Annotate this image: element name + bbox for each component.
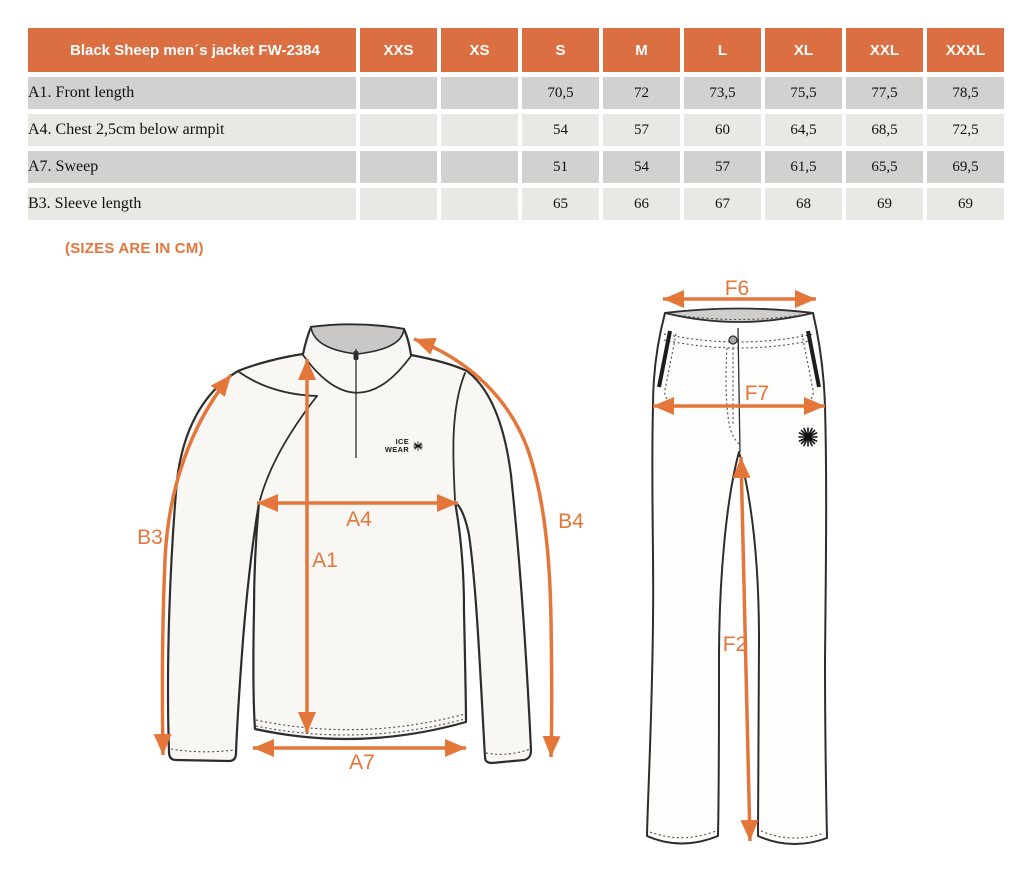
snowflake-icon	[799, 428, 817, 446]
size-header-xs: XS	[441, 28, 518, 72]
size-header-xxl: XXL	[846, 28, 923, 72]
value-cell	[441, 188, 518, 220]
table-row	[28, 114, 1004, 146]
value-cell: 75,5	[765, 77, 842, 109]
value-cell: 67	[684, 188, 761, 220]
value-cell: 54	[522, 114, 599, 146]
f2-label: F2	[722, 633, 748, 656]
value-cell	[360, 114, 437, 146]
value-cell: 65	[522, 188, 599, 220]
value-cell: 57	[684, 151, 761, 183]
value-cell: 66	[603, 188, 680, 220]
value-cell	[441, 151, 518, 183]
row-label-cell: A4. Chest 2,5cm below armpit	[28, 114, 356, 146]
value-cell: 73,5	[684, 77, 761, 109]
sizes-note: (SIZES ARE IN CM)	[65, 240, 204, 257]
value-cell: 64,5	[765, 114, 842, 146]
value-cell	[441, 114, 518, 146]
row-label-cell: B3. Sleeve length	[28, 188, 356, 220]
zipper-pull	[354, 351, 359, 360]
value-cell	[441, 77, 518, 109]
value-cell: 65,5	[846, 151, 923, 183]
product-label-cell: Black Sheep men´s jacket FW-2384	[28, 28, 356, 72]
value-cell: 70,5	[522, 77, 599, 109]
row-label-cell: A1. Front length	[28, 77, 356, 109]
value-cell	[360, 188, 437, 220]
table-row	[28, 188, 1004, 220]
size-header-xxxl: XXXL	[927, 28, 1004, 72]
size-header-s: S	[522, 28, 599, 72]
value-cell: 57	[603, 114, 680, 146]
b4-label: B4	[558, 510, 584, 533]
a7-label: A7	[349, 751, 375, 774]
value-cell: 61,5	[765, 151, 842, 183]
jacket-outline	[168, 324, 531, 763]
brand-logo-line2: WEAR	[384, 445, 409, 454]
value-cell: 51	[522, 151, 599, 183]
brand-logo-line1: ICE	[395, 437, 409, 446]
value-cell: 60	[684, 114, 761, 146]
value-cell: 72	[603, 77, 680, 109]
table-row	[28, 77, 1004, 109]
value-cell: 69	[927, 188, 1004, 220]
size-header-xxs: XXS	[360, 28, 437, 72]
f7-label: F7	[744, 382, 770, 405]
size-header-m: M	[603, 28, 680, 72]
value-cell: 72,5	[927, 114, 1004, 146]
table-header-row	[28, 28, 1004, 72]
value-cell	[360, 151, 437, 183]
value-cell: 77,5	[846, 77, 923, 109]
f6-label: F6	[724, 277, 750, 300]
value-cell	[360, 77, 437, 109]
value-cell: 68,5	[846, 114, 923, 146]
value-cell: 69,5	[927, 151, 1004, 183]
value-cell: 54	[603, 151, 680, 183]
size-header-l: L	[684, 28, 761, 72]
jacket-diagram	[130, 290, 608, 882]
table-row	[28, 151, 1004, 183]
value-cell: 68	[765, 188, 842, 220]
pants-outline	[647, 309, 827, 844]
value-cell: 69	[846, 188, 923, 220]
value-cell: 78,5	[927, 77, 1004, 109]
b3-label: B3	[137, 526, 163, 549]
pants-diagram	[628, 276, 1024, 876]
snowflake-icon	[414, 442, 423, 451]
size-header-xl: XL	[765, 28, 842, 72]
size-table	[24, 23, 1008, 225]
a4-label: A4	[346, 508, 372, 531]
a1-label: A1	[312, 549, 338, 572]
waist-button	[729, 336, 737, 344]
row-label-cell: A7. Sweep	[28, 151, 356, 183]
